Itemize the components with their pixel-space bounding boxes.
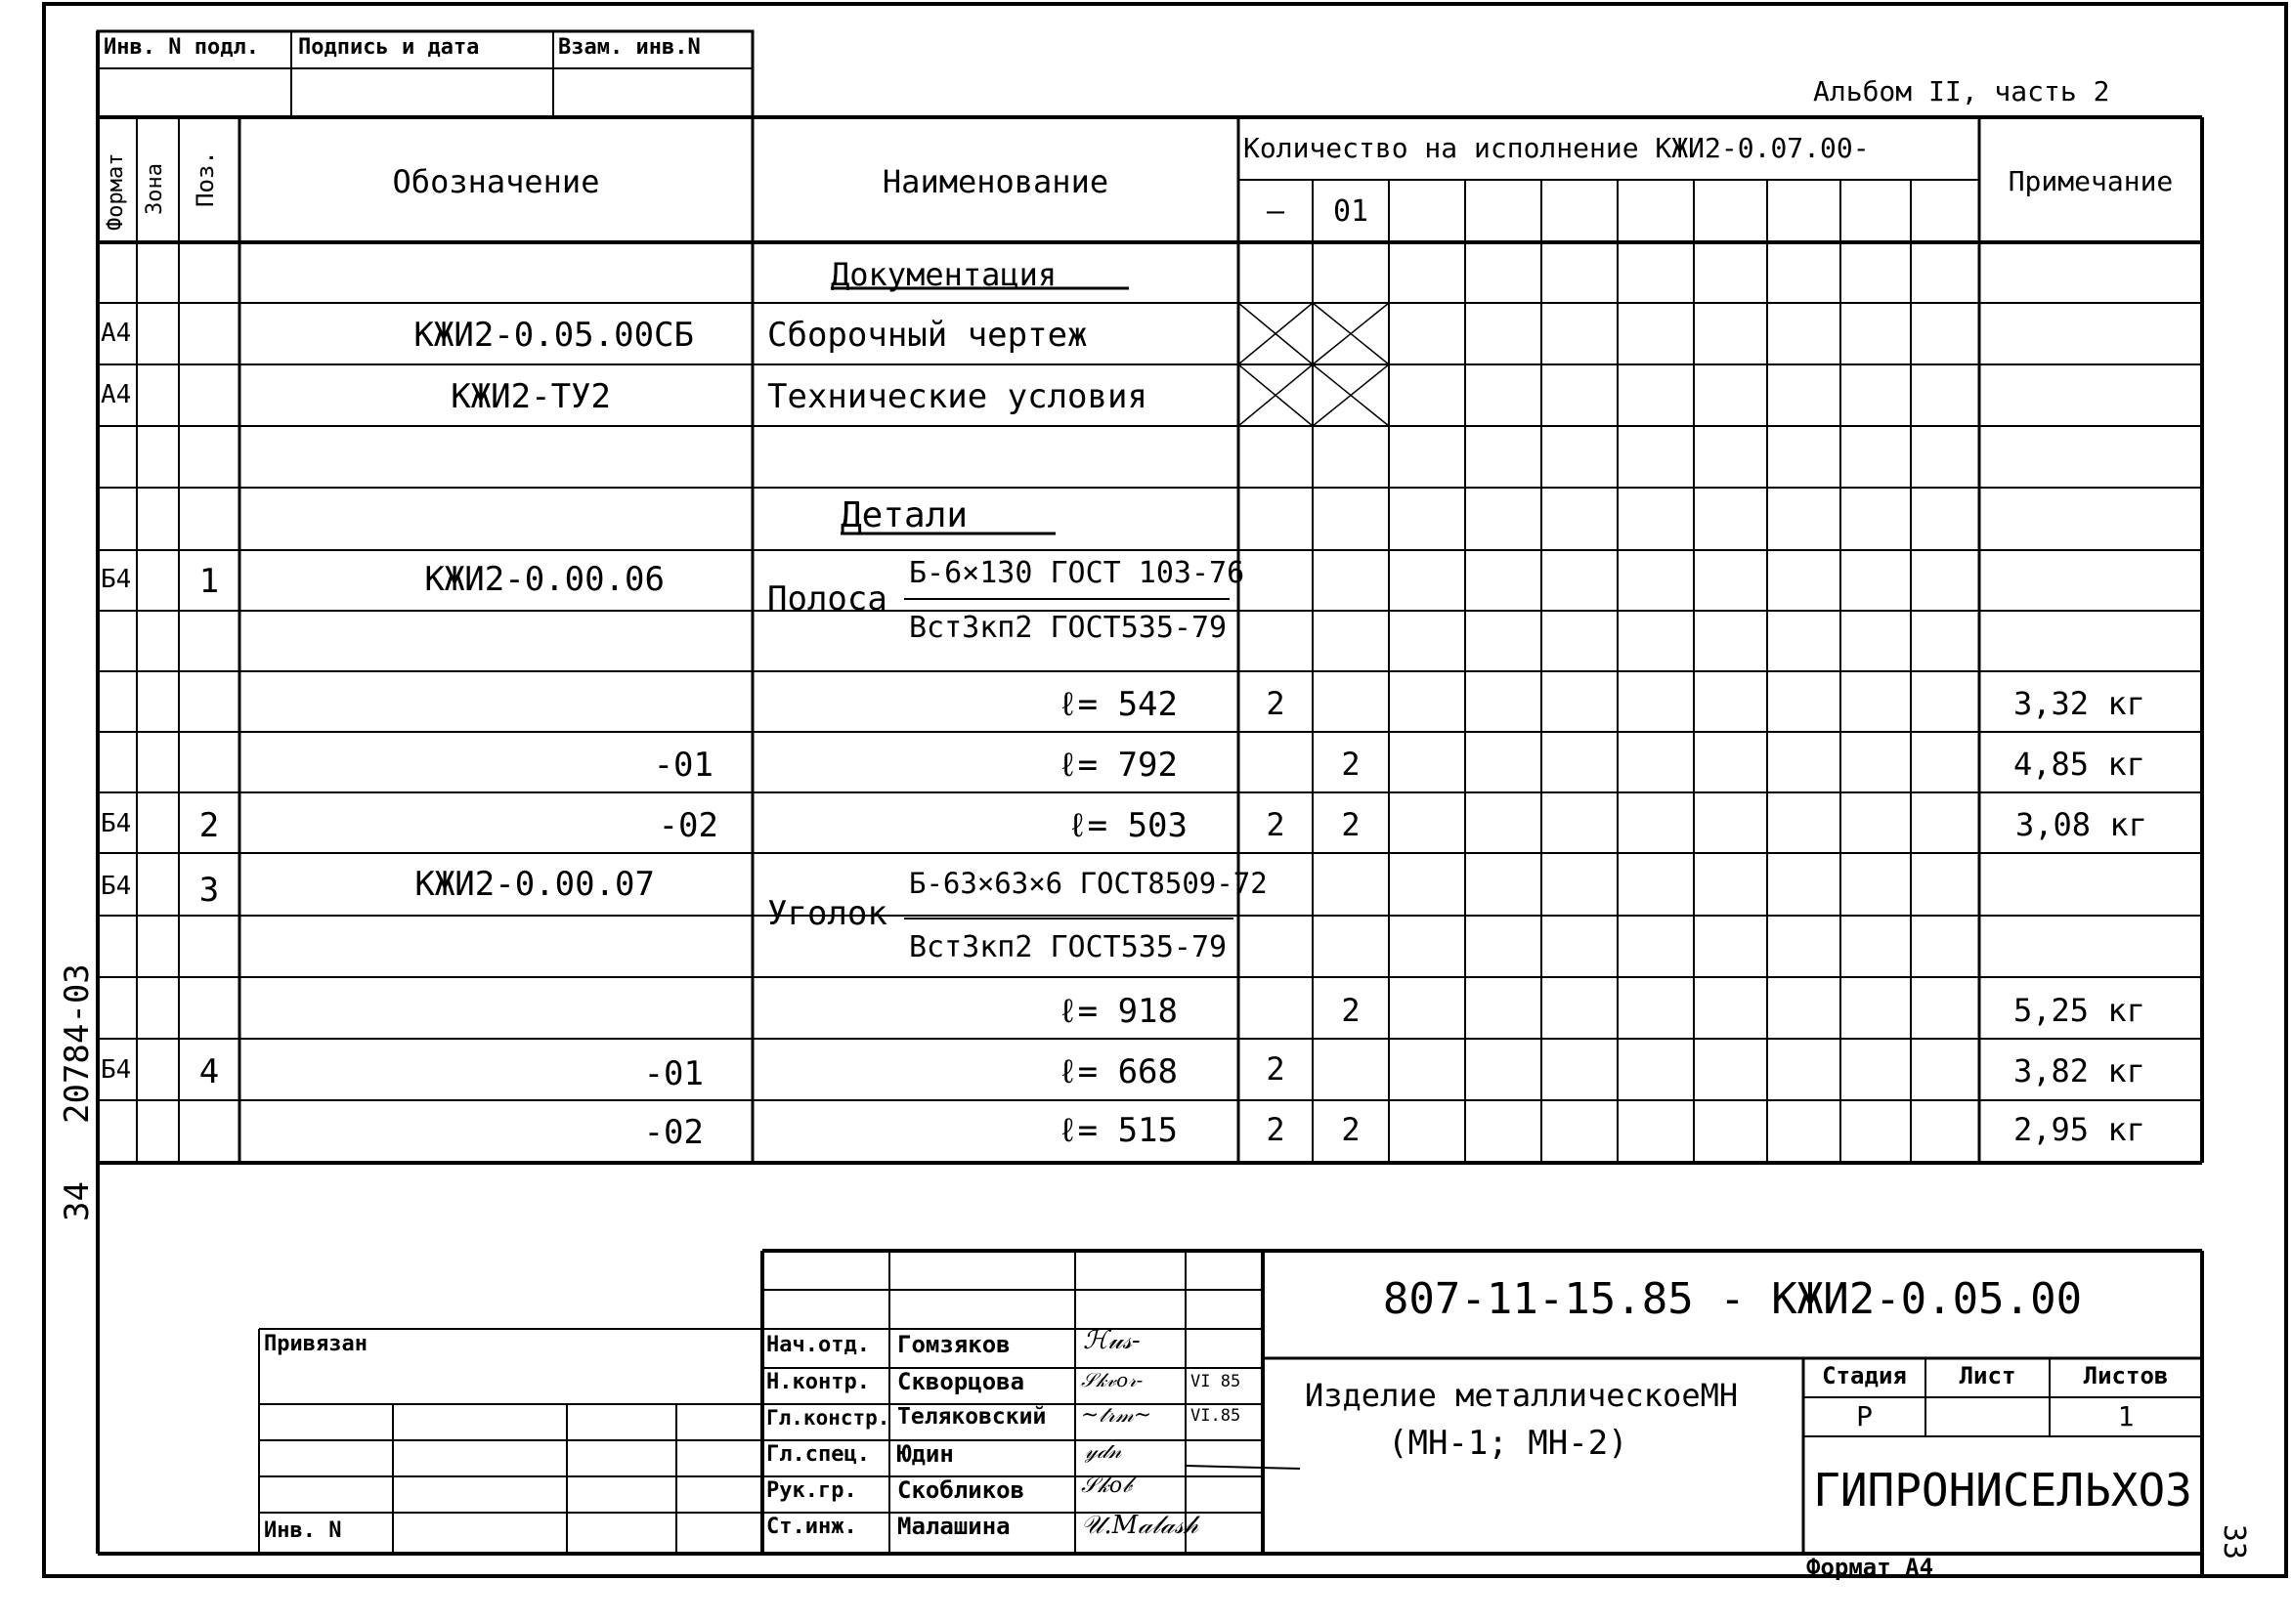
stamp-sign-label: Подпись и дата: [298, 35, 480, 60]
row-name: Сборочный чертеж: [767, 316, 1088, 355]
stamp-inv-label: Инв. N подл.: [104, 35, 259, 60]
col-zone-header: Зона: [143, 163, 167, 215]
approval-date: VI.85: [1190, 1406, 1241, 1426]
approval-name: Юдин: [897, 1440, 954, 1468]
row-pos: 2: [198, 806, 220, 845]
row-qty-01: 2: [1341, 746, 1361, 783]
signature-image: 𝒮𝓀𝓋𝑜𝓇-: [1081, 1368, 1144, 1391]
qty-col-base: –: [1266, 194, 1285, 229]
inv-no-label: Инв. N: [264, 1518, 342, 1543]
row-length: ℓ= 503: [1067, 806, 1188, 845]
row-length: ℓ= 542: [1058, 685, 1178, 724]
row-designation: -01: [653, 746, 714, 785]
signature-image: ~𝓉𝓇𝓂~: [1081, 1403, 1152, 1428]
stage-label: Стадия: [1822, 1362, 1907, 1389]
row-length: ℓ= 668: [1058, 1052, 1178, 1091]
row-designation: КЖИ2-0.05.00СБ: [413, 316, 694, 355]
row-qty-base: 2: [1266, 685, 1285, 722]
row-designation: КЖИ2-0.00.07: [414, 865, 655, 904]
sheet-label: Лист: [1959, 1362, 2016, 1389]
row-designation: -02: [643, 1113, 704, 1152]
row-pos: 1: [198, 562, 220, 601]
row-format: Б4: [101, 1055, 132, 1085]
side-page-right: 33: [2217, 1524, 2251, 1560]
privyazan-label: Привязан: [264, 1332, 368, 1356]
col-qty-header: Количество на исполнение КЖИ2-0.07.00-: [1243, 132, 1870, 164]
col-note-header: Примечание: [2008, 165, 2174, 197]
row-spec-top: Б-6×130 ГОСТ 103-76: [909, 556, 1245, 590]
row-qty-01: 2: [1341, 806, 1361, 843]
format-label: Формат А4: [1806, 1554, 1934, 1581]
side-page-number: 34: [58, 1181, 97, 1221]
organization-name: ГИПРОНИСЕЛЬХОЗ: [1813, 1464, 2192, 1517]
row-note: 3,32 кг: [2013, 685, 2145, 722]
approval-date: VI 85: [1190, 1372, 1241, 1391]
approval-name: Малашина: [897, 1513, 1011, 1540]
qty-col-01: 01: [1332, 194, 1369, 229]
row-spec-top: Б-63×63×6 ГОСТ8509-72: [909, 867, 1268, 900]
approval-role: Ст.инж.: [766, 1515, 857, 1539]
col-format-header: Формат: [104, 152, 128, 231]
row-format: А4: [101, 319, 132, 348]
row-designation: -01: [643, 1054, 704, 1093]
section-parts: Детали: [841, 495, 969, 535]
row-pos: 3: [198, 871, 220, 910]
signature-image: 𝓎𝒹𝓃: [1085, 1439, 1122, 1464]
approval-role: Нач.отд.: [766, 1333, 870, 1357]
row-designation: КЖИ2-ТУ2: [451, 377, 611, 416]
product-title-line1: Изделие металлическоеМН: [1305, 1377, 1739, 1414]
stage-value: Р: [1856, 1400, 1873, 1432]
row-note: 3,08 кг: [2015, 806, 2147, 843]
col-name-header: Наименование: [882, 163, 1109, 200]
approval-name: Теляковский: [897, 1404, 1047, 1430]
row-name: Уголок: [767, 894, 887, 933]
signature-image: 𝒰.𝑀𝒶𝓁𝒶𝓈𝒽: [1081, 1511, 1198, 1540]
row-format: Б4: [101, 872, 132, 901]
section-documentation: Документация: [831, 256, 1058, 293]
approval-name: Скобликов: [897, 1476, 1025, 1504]
approval-role: Гл.констр.: [766, 1406, 890, 1430]
approval-name: Гомзяков: [897, 1331, 1011, 1358]
row-name: Полоса: [767, 579, 887, 619]
row-note: 2,95 кг: [2013, 1111, 2145, 1148]
row-pos: 4: [198, 1052, 220, 1091]
row-format: А4: [101, 380, 132, 409]
stamp-zam-label: Взам. инв.N: [558, 35, 701, 60]
row-designation: -02: [658, 806, 718, 845]
row-length: ℓ= 515: [1058, 1111, 1178, 1150]
row-qty-base: 2: [1266, 1050, 1285, 1088]
row-note: 4,85 кг: [2013, 746, 2145, 783]
approval-role: Рук.гр.: [766, 1478, 857, 1503]
row-designation: КЖИ2-0.00.06: [424, 560, 665, 599]
sheets-label: Листов: [2083, 1362, 2169, 1389]
approval-name: Скворцова: [897, 1368, 1025, 1395]
document-code: 807-11-15.85 - КЖИ2-0.05.00: [1382, 1274, 2083, 1324]
product-title-line2: (МН-1; МН-2): [1388, 1424, 1628, 1463]
row-length: ℓ= 792: [1058, 746, 1178, 785]
approval-role: Гл.спец.: [766, 1442, 870, 1467]
row-qty-base: 2: [1266, 806, 1285, 843]
signature-image: 𝒮𝓀𝑜𝒷: [1081, 1474, 1132, 1498]
row-qty-01: 2: [1341, 992, 1361, 1029]
row-length: ℓ= 918: [1058, 992, 1178, 1031]
row-qty-base: 2: [1266, 1111, 1285, 1148]
row-qty-01: 2: [1341, 1111, 1361, 1148]
row-format: Б4: [101, 565, 132, 594]
album-label: Альбом II, часть 2: [1813, 75, 2110, 107]
sheets-value: 1: [2117, 1400, 2135, 1432]
row-note: 3,82 кг: [2013, 1052, 2145, 1090]
row-name: Технические условия: [767, 377, 1147, 416]
row-note: 5,25 кг: [2013, 992, 2145, 1029]
signature-image: ℋ𝓊𝓈-: [1083, 1326, 1141, 1355]
col-pos-header: Поз.: [192, 150, 219, 207]
side-doc-number: 20784-03: [58, 963, 97, 1124]
approval-role: Н.контр.: [766, 1370, 870, 1394]
row-spec-bottom: Вст3кп2 ГОСТ535-79: [909, 930, 1228, 964]
row-format: Б4: [101, 809, 132, 838]
col-designation-header: Обозначение: [392, 163, 600, 200]
row-spec-bottom: Вст3кп2 ГОСТ535-79: [909, 611, 1228, 645]
